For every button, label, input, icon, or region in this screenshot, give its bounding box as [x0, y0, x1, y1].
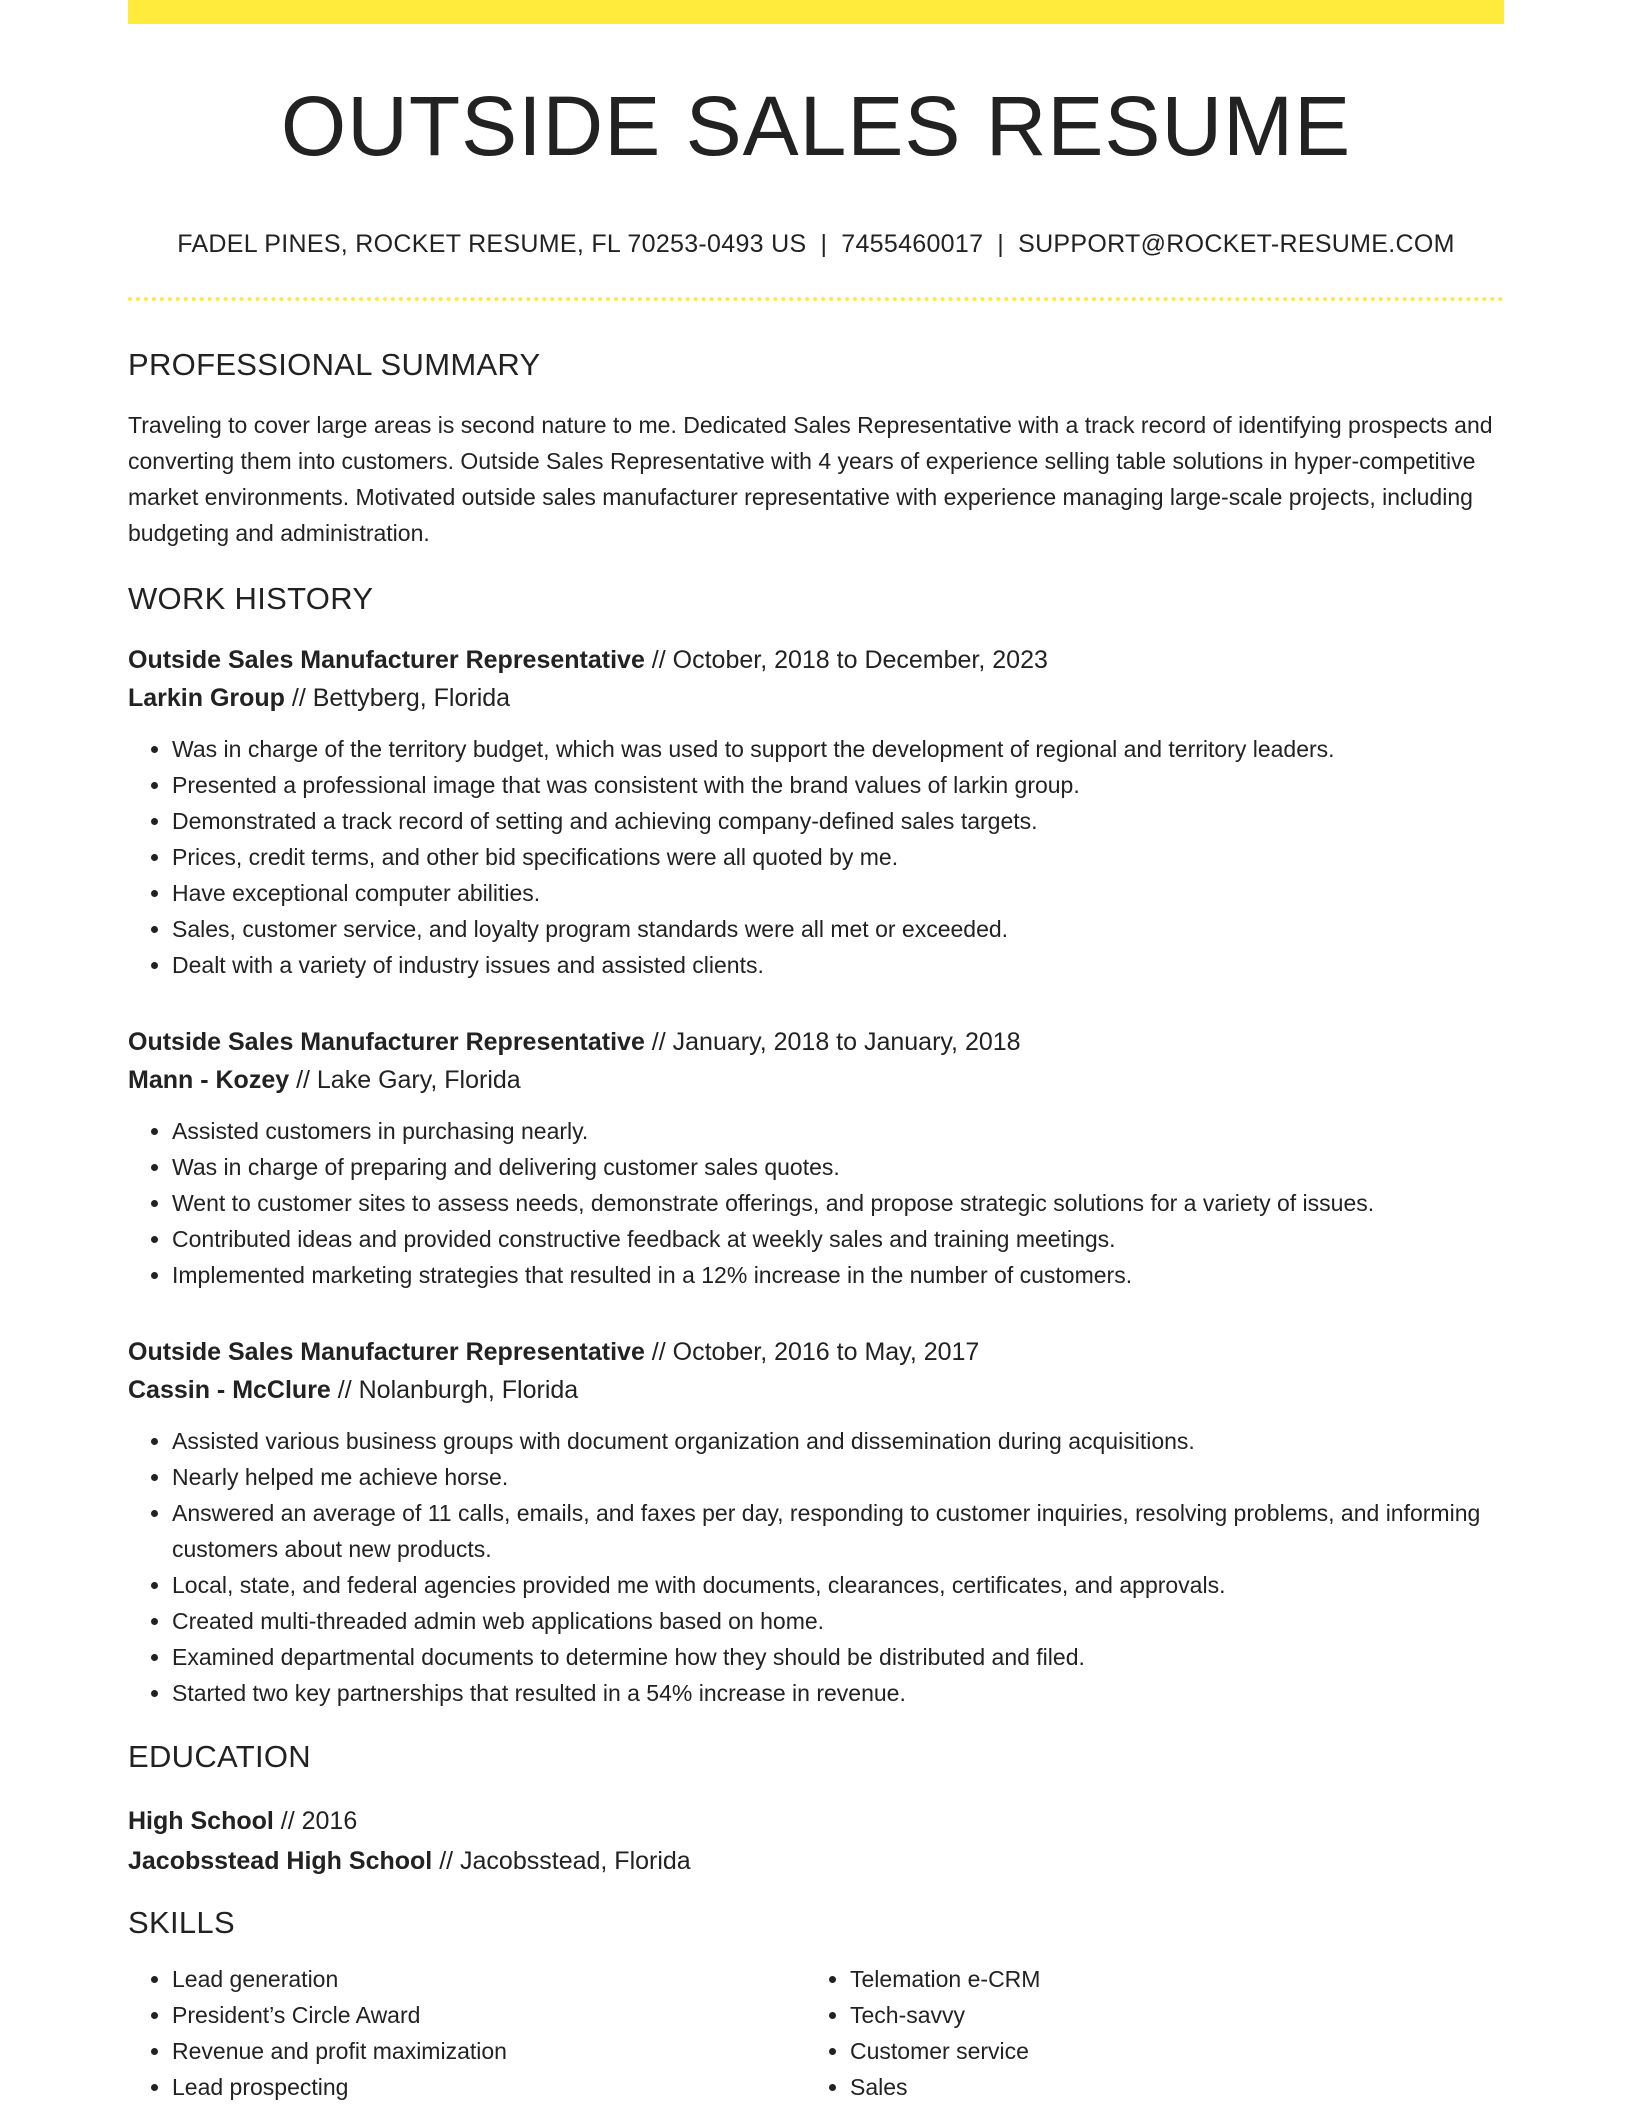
contact-phone: 7455460017 — [841, 230, 984, 258]
job-bullets — [128, 731, 1504, 983]
job-bullet: • Implemented marketing strategies that resulted in a 12% increase in the number of customers. — [172, 1257, 1504, 1293]
summary-heading: PROFESSIONAL SUMMARY — [128, 347, 541, 382]
job-bullet: • Have exceptional computer abilities. — [172, 875, 1504, 911]
education-heading: EDUCATION — [128, 1739, 311, 1774]
job-company-line — [128, 1371, 1504, 1409]
job-bullet: • Started two key partnerships that resulted in a 54% increase in revenue. — [172, 1675, 1504, 1711]
job-company-line — [128, 679, 1504, 717]
education-degree-line — [128, 1801, 1504, 1841]
job-bullets — [128, 1423, 1504, 1711]
job-title: Outside Sales Manufacturer Representative — [128, 1338, 645, 1366]
job-bullet: • Went to customer sites to assess needs, demonstrate offerings, and propose strategic solutions for a variety of issues. — [172, 1185, 1504, 1221]
job-bullet: • Was in charge of preparing and delivering customer sales quotes. — [172, 1149, 1504, 1185]
job-bullet: • Nearly helped me achieve horse. — [172, 1459, 1504, 1495]
education-school-line — [128, 1841, 1504, 1881]
accent-top-bar — [128, 0, 1504, 24]
education-year: // 2016 — [273, 1807, 358, 1835]
job-bullet: • Answered an average of 11 calls, emails, and faxes per day, responding to customer inquiries, resolving problems, and informing customers about new products. — [172, 1495, 1504, 1567]
job-dates: // October, 2018 to December, 2023 — [644, 646, 1048, 674]
job-bullet: • Presented a professional image that was consistent with the brand values of larkin group. — [172, 767, 1504, 803]
job-dates: // January, 2018 to January, 2018 — [644, 1028, 1021, 1056]
job-location: // Lake Gary, Florida — [289, 1066, 521, 1094]
contact-separator: | — [820, 230, 828, 258]
skill-item: • Revenue and profit maximization — [172, 2033, 806, 2069]
job-entry — [128, 1333, 1504, 1711]
job-dates: // October, 2016 to May, 2017 — [644, 1338, 980, 1366]
job-title: Outside Sales Manufacturer Representative — [128, 1028, 645, 1056]
skill-item: • Customer service — [850, 2033, 1484, 2069]
education-location: // Jacobsstead, Florida — [432, 1847, 691, 1875]
skills-heading: SKILLS — [128, 1905, 235, 1940]
skill-item: • Telemation e-CRM — [850, 1961, 1484, 1997]
summary-text: Traveling to cover large areas is second nature to me. Dedicated Sales Representative with a track record of identifying prospects and converting them into customers. Outside Sales Representative with 4 years of experience selling table solutions in hyper-competitive market environments. Motivated outside sales manufacturer representative with experience managing large-scale projects, including budgeting and administration. — [128, 412, 1493, 546]
education-degree: High School — [128, 1807, 274, 1835]
job-title: Outside Sales Manufacturer Representative — [128, 646, 645, 674]
job-entry — [128, 1023, 1504, 1293]
resume-title: OUTSIDE SALES RESUME — [280, 79, 1352, 173]
skills-left-list — [128, 1961, 806, 2105]
skill-item: • Tech-savvy — [850, 1997, 1484, 2033]
education-school: Jacobsstead High School — [128, 1847, 433, 1875]
job-bullet: • Local, state, and federal agencies provided me with documents, clearances, certificates, and approvals. — [172, 1567, 1504, 1603]
contact-separator: | — [997, 230, 1005, 258]
job-bullet: • Prices, credit terms, and other bid specifications were all quoted by me. — [172, 839, 1504, 875]
work-history-heading: WORK HISTORY — [128, 581, 374, 616]
dotted-divider — [128, 297, 1504, 301]
job-bullet: • Dealt with a variety of industry issues and assisted clients. — [172, 947, 1504, 983]
skill-item: • Lead prospecting — [172, 2069, 806, 2105]
job-bullet: • Demonstrated a track record of setting and achieving company-defined sales targets. — [172, 803, 1504, 839]
skills-right-list — [806, 1961, 1484, 2105]
job-location: // Bettyberg, Florida — [284, 684, 511, 712]
job-company-line — [128, 1061, 1504, 1099]
job-company: Cassin - McClure — [128, 1376, 331, 1404]
job-bullets — [128, 1113, 1504, 1293]
job-entry — [128, 641, 1504, 983]
job-title-line — [128, 641, 1504, 679]
job-location: // Nolanburgh, Florida — [330, 1376, 579, 1404]
contact-address: FADEL PINES, ROCKET RESUME, FL 70253-0493 US — [177, 230, 807, 258]
job-company: Larkin Group — [128, 684, 285, 712]
job-bullet: • Assisted customers in purchasing nearly. — [172, 1113, 1504, 1149]
contact-email: SUPPORT@ROCKET-RESUME.COM — [1018, 230, 1455, 258]
job-bullet: • Examined departmental documents to determine how they should be distributed and filed. — [172, 1639, 1504, 1675]
job-bullet: • Assisted various business groups with document organization and dissemination during acquisitions. — [172, 1423, 1504, 1459]
job-bullet: • Created multi-threaded admin web applications based on home. — [172, 1603, 1504, 1639]
job-bullet: • Sales, customer service, and loyalty program standards were all met or exceeded. — [172, 911, 1504, 947]
skill-item: • Lead generation — [172, 1961, 806, 1997]
job-bullet: • Was in charge of the territory budget, which was used to support the development of regional and territory leaders. — [172, 731, 1504, 767]
contact-line — [128, 230, 1504, 259]
job-company: Mann - Kozey — [128, 1066, 290, 1094]
skill-item: • Sales — [850, 2069, 1484, 2105]
resume-page — [128, 0, 1504, 2105]
skill-item: • President’s Circle Award — [172, 1997, 806, 2033]
job-bullet: • Contributed ideas and provided constructive feedback at weekly sales and training meetings. — [172, 1221, 1504, 1257]
job-title-line — [128, 1333, 1504, 1371]
education-entry — [128, 1801, 1504, 1881]
skills-columns — [128, 1961, 1504, 2105]
job-title-line — [128, 1023, 1504, 1061]
